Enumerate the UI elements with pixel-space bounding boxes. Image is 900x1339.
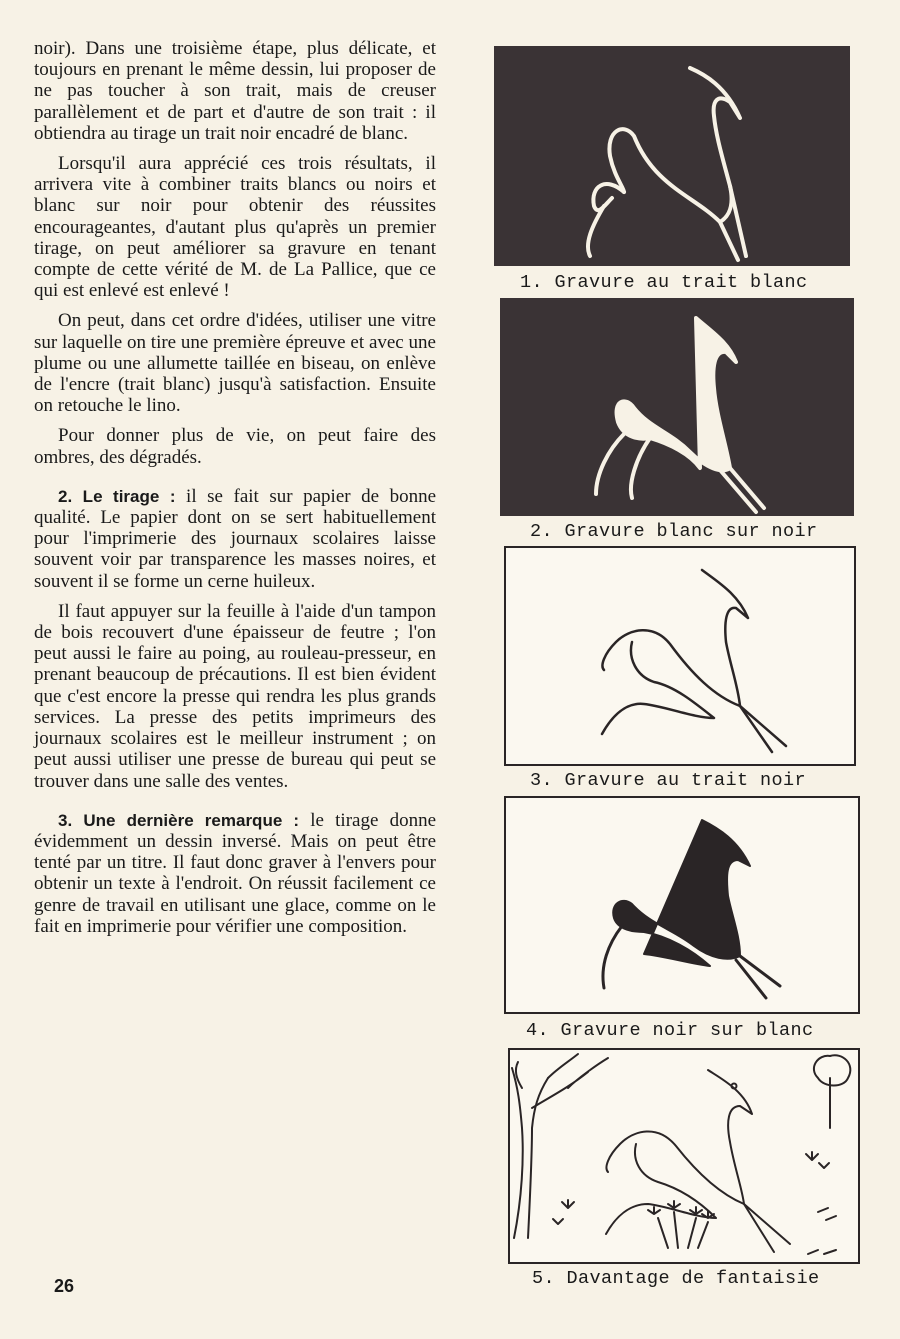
figure-4-caption: 4. Gravure noir sur blanc: [526, 1020, 814, 1041]
figure-3-plate: [504, 546, 856, 766]
section-2-heading: 2. Le tirage :: [58, 486, 176, 506]
page-number: 26: [54, 1276, 75, 1296]
paragraph: Lorsqu'il aura apprécié ces trois résultats, il arrivera vite à combiner traits blancs ou noirs et blanc sur noir pour obtenir des réussites encourageantes, d'autant plus qu'après un premier tirage, on peut améliorer sa gravure en tenant compte de cette vérité de M. de La Pallice, que ce qui est enlevé est enlevé !: [34, 153, 436, 302]
section-3-paragraph: [34, 810, 436, 937]
section-2-body: il se fait sur papier de bonne qualité. Le papier dont on se sert habituellement pour l'imprimerie des journaux scolaires laisse souvent voir par transparence les masses noires, et souvent il se forme un cerne huileux.: [34, 485, 437, 592]
figure-1-caption: 1. Gravure au trait blanc: [520, 272, 808, 293]
paragraph: Il faut appuyer sur la feuille à l'aide d'un tampon de bois recouvert d'une épaisseur de feutre ; l'on peut aussi le faire au poing, au rouleau-presseur, en prenant beaucoup de précautions. Il est bien évident que c'est encore la presse qui rendra les plus grands services. La presse des petits imprimeurs des journaux scolaires est le meilleur instrument ; on peut aussi utiliser une presse de bureau qui peut se trouver dans une salle des ventes.: [34, 600, 436, 792]
paragraph: noir). Dans une troisième étape, plus délicate, et toujours en prenant le même dessin, lui proposer de ne pas toucher à son trait, mais de creuser parallèlement et de part et d'autre de son trait : il obtiendra au tirage un trait noir encadré de blanc.: [34, 38, 436, 144]
section-2-paragraph: [34, 486, 436, 592]
figure-1-plate: [494, 46, 850, 266]
paragraph: On peut, dans cet ordre d'idées, utiliser une vitre sur laquelle on tire une première épreuve et avec une plume ou une allumette taillée en biseau, on enlève de l'encre (trait blanc) jusqu'à satisfaction. Ensuite on retouche le lino.: [34, 310, 436, 417]
figure-3-caption: 3. Gravure au trait noir: [530, 770, 807, 791]
figure-5-caption: 5. Davantage de fantaisie: [532, 1268, 820, 1289]
paragraph: Pour donner plus de vie, on peut faire des ombres, des dégradés.: [34, 425, 436, 468]
figure-2-caption: 2. Gravure blanc sur noir: [530, 521, 818, 542]
section-3-heading: 3. Une dernière remarque :: [58, 810, 300, 830]
figure-5-plate: [508, 1048, 860, 1264]
text-column: [34, 38, 436, 946]
figure-4-plate: [504, 796, 860, 1014]
figure-2-plate: [500, 298, 854, 516]
section-3-body: le tirage donne évidemment un dessin inversé. Mais on peut être tenté par un titre. Il faut donc graver à l'envers pour obtenir un texte à l'endroit. On réussit facilement ce genre de travail en utilisant une glace, comme on le fait en imprimerie pour vérifier une composition.: [34, 809, 436, 937]
